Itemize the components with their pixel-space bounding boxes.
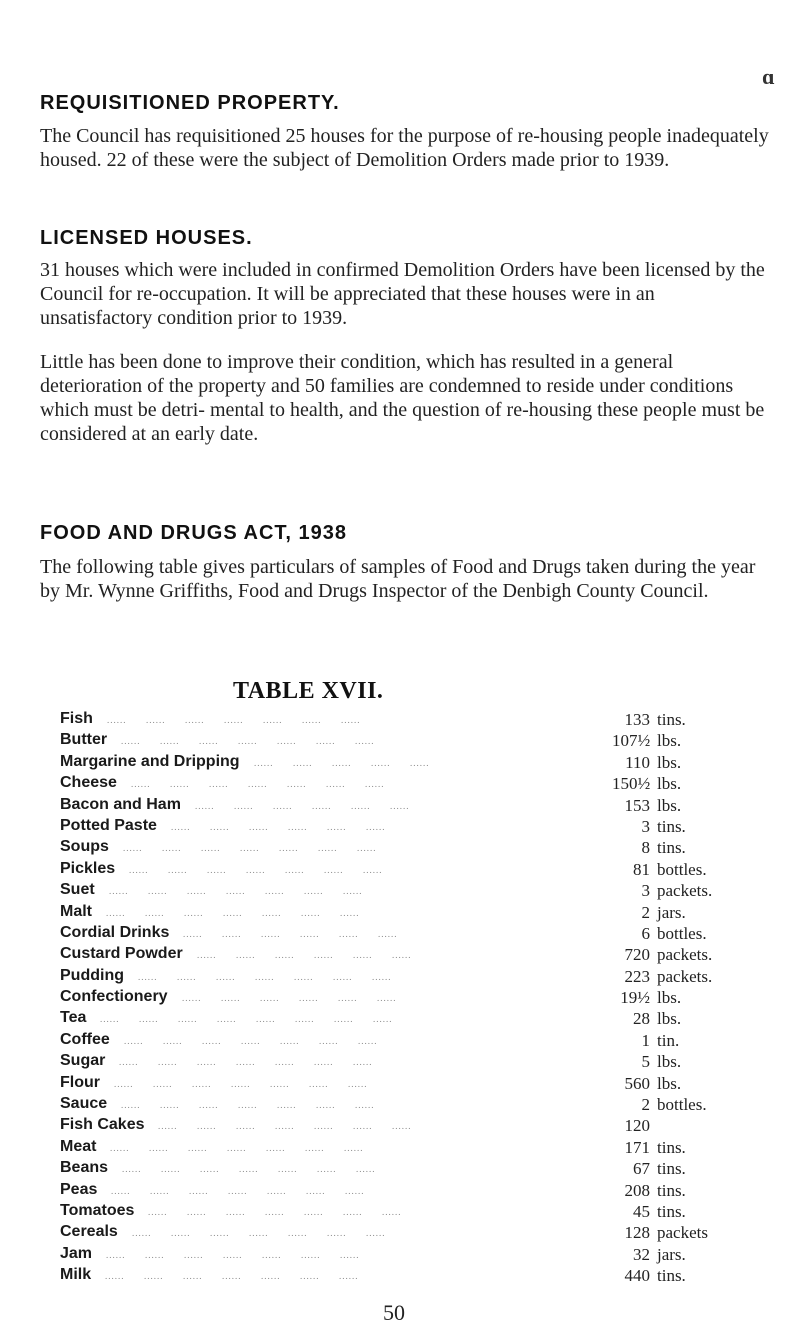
requisitioned-property-heading: REQUISITIONED PROPERTY.: [40, 92, 340, 114]
item-name: Confectionery: [60, 988, 168, 1006]
item-quantity: 150½: [612, 774, 651, 794]
item-quantity: 6: [641, 923, 650, 943]
table-title: TABLE XVII.: [233, 678, 384, 704]
item-unit: tins.: [657, 1180, 686, 1200]
leader-dots: ...... ...... ...... ...... ...... ...... ......: [110, 1142, 383, 1153]
item-quantity: 560: [624, 1073, 650, 1093]
leader-dots: ...... ...... ...... ...... ...... ......: [183, 928, 417, 939]
item-quantity: 133: [624, 710, 650, 729]
corner-mark: ɑ: [762, 64, 775, 89]
item-quantity: 720: [624, 945, 650, 965]
item-quantity: 128: [624, 1223, 650, 1243]
table-row: [60, 881, 760, 902]
licensed-houses-text-1: 31 houses which were included in confirmed Demolition Orders have been licensed by the Council for re-occupation. It will be appreciated that these houses were in an unsatisfactory condition prior to 1939.: [40, 259, 765, 329]
item-unit: packets.: [657, 945, 713, 965]
item-name: Potted Paste: [60, 816, 157, 834]
licensed-houses-text-2: Little has been done to improve their condition, which has resulted in a general deterioration of the property and 50 families are condemned to reside under conditions which must be detri- mental to health, and the question of re-housing these people must be considered at an early date.: [40, 351, 765, 445]
table-row: [60, 796, 760, 817]
table-row: [60, 1181, 760, 1202]
leader-dots: ...... ...... ...... ...... ...... ...... ......: [158, 1121, 431, 1132]
item-unit: tins.: [657, 1201, 686, 1221]
leader-dots: ...... ...... ...... ...... ...... ...... ......: [122, 1164, 395, 1175]
item-unit: bottles.: [657, 923, 707, 943]
item-unit: packets: [657, 1223, 708, 1243]
leader-dots: ...... ...... ...... ...... ...... ...... ......: [105, 1271, 378, 1282]
item-quantity: 120: [624, 1116, 650, 1136]
item-quantity: 3: [641, 816, 650, 836]
table-row: [60, 860, 760, 881]
item-unit: lbs.: [657, 752, 682, 772]
table-row: [60, 1074, 760, 1095]
item-quantity: 81: [633, 859, 650, 879]
item-unit: tins.: [657, 1137, 686, 1157]
item-unit: tins.: [657, 1159, 686, 1179]
item-quantity: 67: [633, 1159, 650, 1179]
table-row: [60, 1009, 760, 1030]
item-quantity: 32: [633, 1244, 650, 1264]
item-name: Cordial Drinks: [60, 923, 170, 941]
item-name: Butter: [60, 731, 108, 749]
item-name: Flour: [60, 1073, 100, 1091]
leader-dots: ...... ...... ...... ...... ...... ......: [197, 950, 431, 961]
leader-dots: ...... ...... ...... ...... ...... ...... ......: [123, 843, 396, 854]
leader-dots: ...... ...... ...... ...... ...... ...... ......: [148, 1206, 421, 1217]
item-unit: packets.: [657, 966, 713, 986]
table-row: [60, 1159, 760, 1180]
leader-dots: ...... ...... ...... ...... ...... ...... ......: [138, 971, 411, 982]
item-quantity: 107½: [612, 731, 651, 751]
item-unit: jars.: [657, 902, 686, 922]
table-row: [60, 1138, 760, 1159]
item-quantity: 153: [624, 795, 650, 815]
item-name: Soups: [60, 838, 109, 856]
item-quantity: 45: [633, 1201, 650, 1221]
item-quantity: 28: [633, 1009, 650, 1029]
item-name: Tomatoes: [60, 1201, 135, 1219]
item-name: Malt: [60, 902, 92, 920]
table-row: [60, 753, 760, 774]
item-unit: bottles.: [657, 859, 707, 879]
leader-dots: ...... ...... ...... ...... ...... ...... ......: [106, 1249, 379, 1260]
item-name: Suet: [60, 881, 95, 899]
item-quantity: 171: [624, 1137, 650, 1157]
table-row: [60, 924, 760, 945]
item-quantity: 2: [641, 1095, 650, 1115]
table-row: [60, 988, 760, 1009]
item-name: Sugar: [60, 1052, 106, 1070]
item-name: Bacon and Ham: [60, 795, 181, 813]
leader-dots: ...... ...... ...... ...... ...... ...... ......: [131, 779, 404, 790]
table-row: [60, 903, 760, 924]
leader-dots: ...... ...... ...... ...... ...... ...... ......: [107, 715, 380, 725]
item-quantity: 8: [641, 838, 650, 858]
item-quantity: 19½: [620, 988, 650, 1008]
item-name: Jam: [60, 1244, 93, 1262]
item-unit: lbs.: [657, 774, 682, 794]
item-name: Meat: [60, 1137, 97, 1155]
table-row: [60, 1031, 760, 1052]
item-quantity: 3: [641, 881, 650, 901]
table-row: [60, 967, 760, 988]
item-unit: tins.: [657, 816, 686, 836]
item-quantity: 5: [641, 1052, 650, 1072]
item-name: Margarine and Dripping: [60, 752, 240, 770]
item-unit: tins.: [657, 838, 686, 858]
requisitioned-property-text: The Council has requisitioned 25 houses for the purpose of re-housing people inadequately housed. 22 of these were the subject of Demolition Orders made prior to 1939.: [40, 125, 769, 171]
food-drugs-heading: FOOD AND DRUGS ACT, 1938: [40, 522, 348, 544]
table-row: [60, 1202, 760, 1223]
leader-dots: ...... ...... ...... ...... ...... ...... ......: [106, 907, 379, 918]
item-unit: tins.: [657, 1266, 686, 1286]
table-row: [60, 1095, 760, 1116]
table-row: [60, 838, 760, 859]
table-row: [60, 1245, 760, 1266]
leader-dots: ...... ...... ...... ...... ...... ......: [182, 993, 416, 1004]
table-row: [60, 945, 760, 966]
item-unit: bottles.: [657, 1095, 707, 1115]
leader-dots: ...... ...... ...... ...... ...... ...... ......: [109, 886, 382, 897]
table-row: [60, 817, 760, 838]
leader-dots: ...... ...... ...... ...... ...... ...... ...... ......: [100, 1014, 412, 1025]
table-row: [60, 1052, 760, 1073]
item-quantity: 208: [624, 1180, 650, 1200]
page-number: 50: [383, 1300, 405, 1325]
item-name: Tea: [60, 1009, 87, 1027]
leader-dots: ...... ...... ...... ...... ...... ...... ......: [124, 1035, 397, 1046]
item-name: Coffee: [60, 1030, 110, 1048]
item-name: Pudding: [60, 966, 124, 984]
table-row: [60, 731, 760, 752]
item-quantity: 110: [625, 752, 650, 772]
leader-dots: ...... ...... ...... ...... ...... ...... ......: [129, 864, 402, 875]
item-unit: lbs.: [657, 731, 682, 751]
leader-dots: ...... ...... ...... ...... ...... ...... ......: [114, 1078, 387, 1089]
item-name: Fish: [60, 710, 93, 727]
leader-dots: ...... ...... ...... ...... ......: [254, 757, 449, 768]
item-name: Sauce: [60, 1095, 108, 1113]
table-row: [60, 1266, 760, 1287]
table-row: [60, 774, 760, 795]
leader-dots: ...... ...... ...... ...... ...... ...... ......: [121, 1100, 394, 1111]
item-unit: lbs.: [657, 1073, 682, 1093]
item-name: Custard Powder: [60, 945, 183, 963]
samples-table: [60, 710, 760, 1288]
licensed-houses-heading: LICENSED HOUSES.: [40, 227, 253, 249]
item-name: Pickles: [60, 859, 116, 877]
item-quantity: 1: [641, 1030, 650, 1050]
item-unit: tins.: [657, 710, 686, 729]
leader-dots: ...... ...... ...... ...... ...... ...... ......: [132, 1228, 405, 1239]
item-name: Cheese: [60, 774, 117, 792]
food-drugs-text: The following table gives particulars of samples of Food and Drugs taken during the year by Mr. Wynne Griffiths, Food and Drugs Inspector of the Denbigh County Council.: [40, 556, 756, 602]
item-unit: lbs.: [657, 1009, 682, 1029]
item-name: Beans: [60, 1159, 109, 1177]
table-row: [60, 1223, 760, 1244]
item-unit: packets.: [657, 881, 713, 901]
item-unit: jars.: [657, 1244, 686, 1264]
table-row: [60, 710, 760, 731]
item-unit: lbs.: [657, 988, 682, 1008]
table-row: [60, 1116, 760, 1137]
item-name: Fish Cakes: [60, 1116, 145, 1134]
item-unit: lbs.: [657, 1052, 682, 1072]
item-quantity: 223: [624, 966, 650, 986]
leader-dots: ...... ...... ...... ...... ...... ...... ......: [119, 1057, 392, 1068]
item-unit: lbs.: [657, 795, 682, 815]
leader-dots: ...... ...... ...... ...... ...... ...... ......: [121, 736, 394, 747]
item-name: Milk: [60, 1266, 92, 1284]
item-name: Cereals: [60, 1223, 118, 1241]
leader-dots: ...... ...... ...... ...... ...... ......: [195, 800, 429, 811]
leader-dots: ...... ...... ...... ...... ...... ...... ......: [111, 1185, 384, 1196]
item-quantity: 440: [624, 1266, 650, 1286]
item-name: Peas: [60, 1180, 98, 1198]
item-quantity: 2: [641, 902, 650, 922]
item-unit: tin.: [657, 1030, 680, 1050]
leader-dots: ...... ...... ...... ...... ...... ......: [171, 821, 405, 832]
